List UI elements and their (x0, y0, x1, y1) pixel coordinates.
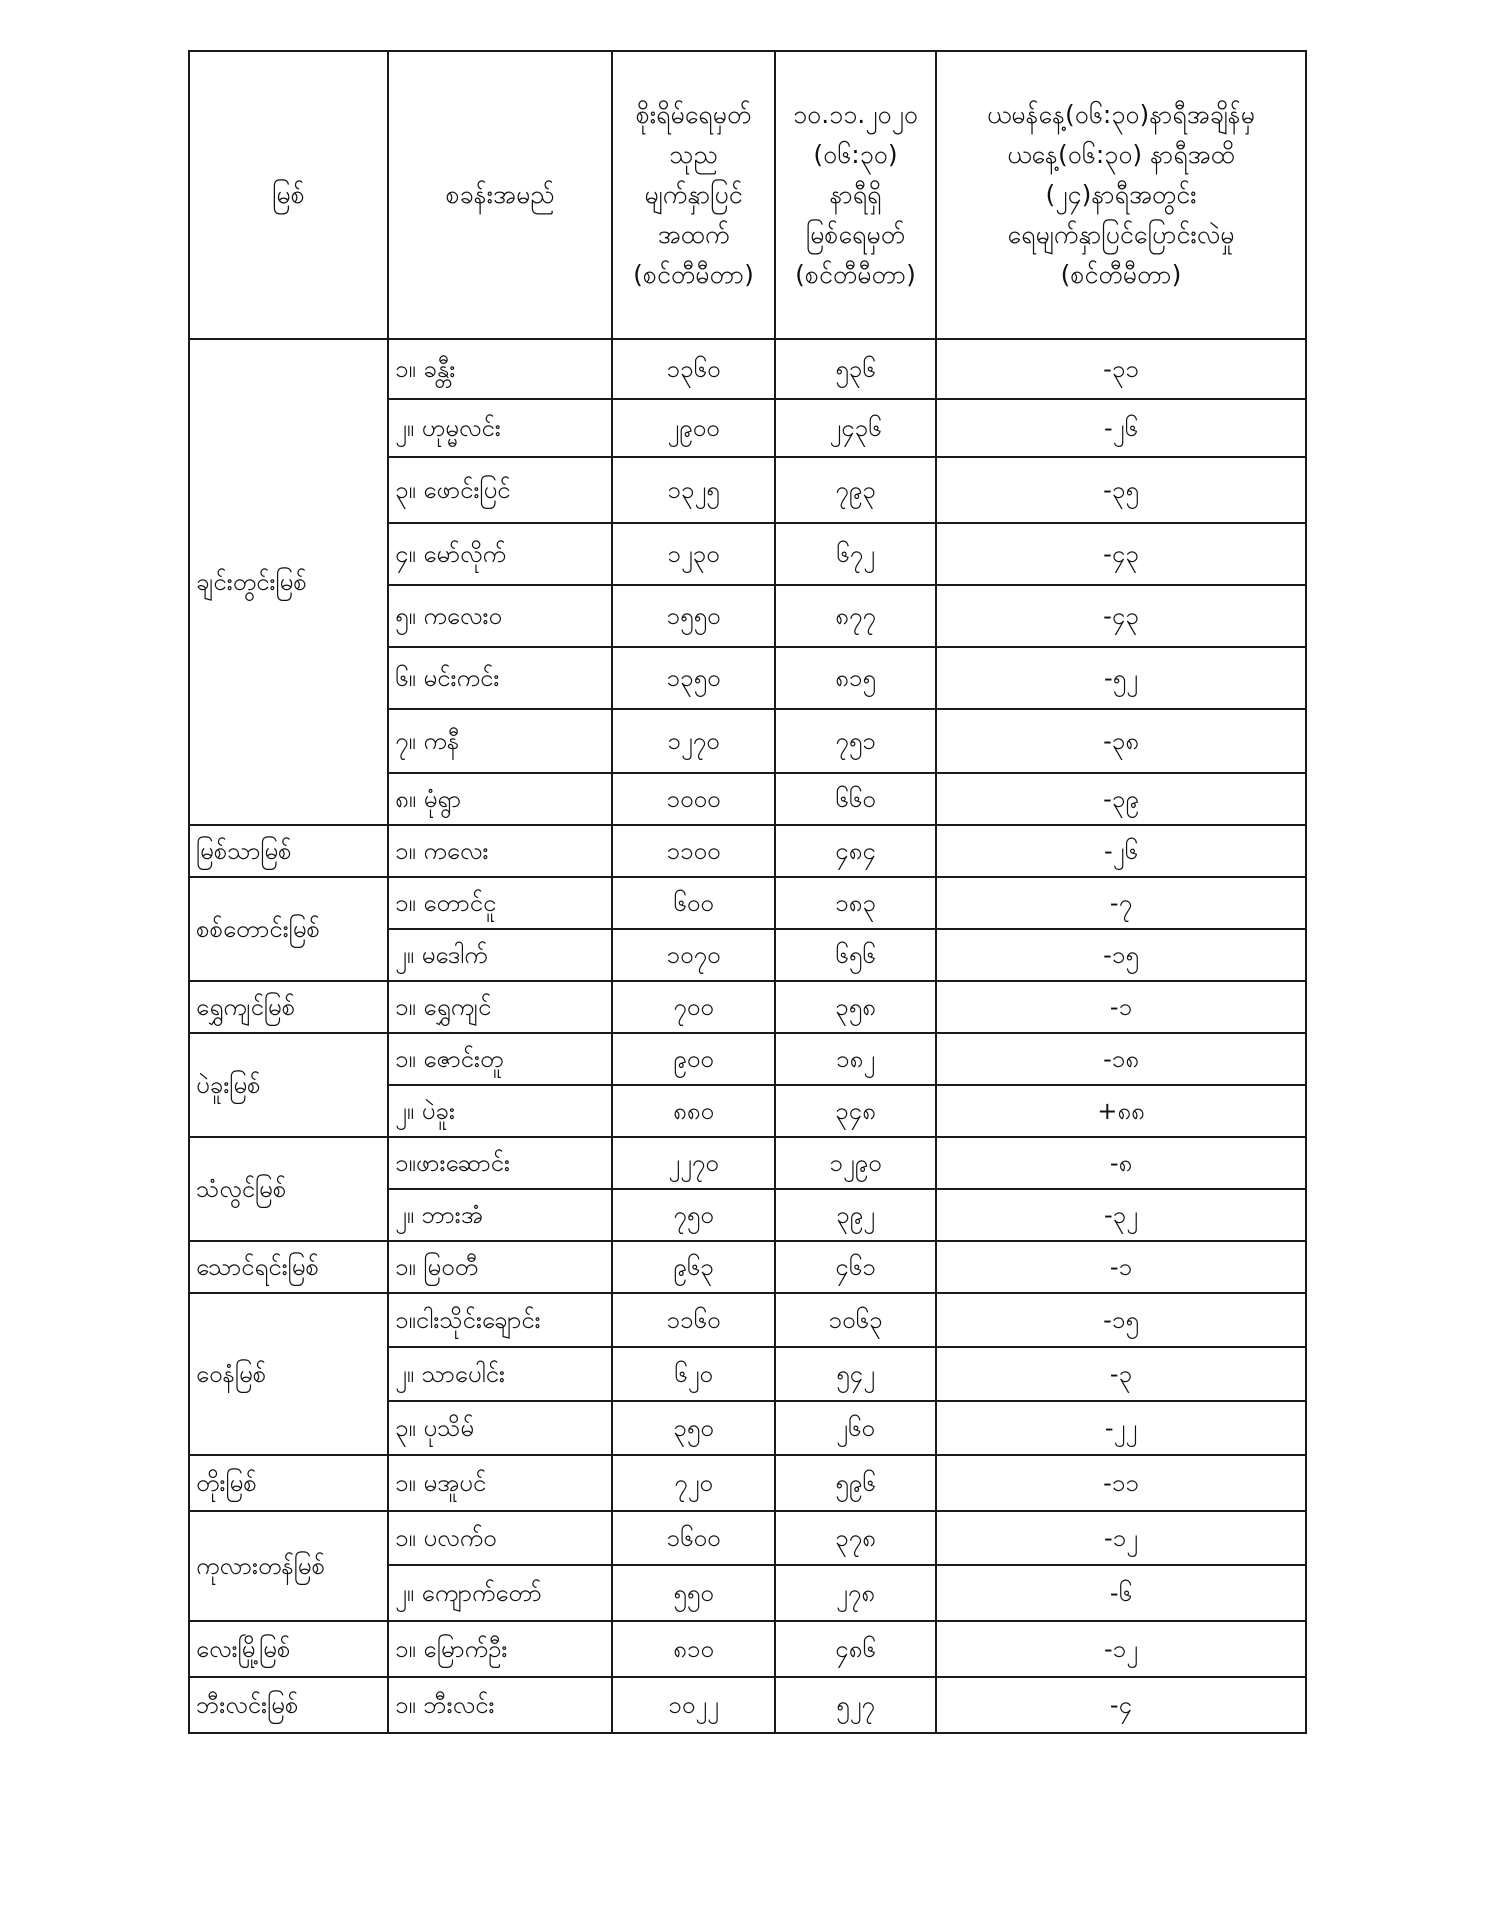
river-name-cell: စစ်တောင်းမြစ် (189, 877, 388, 981)
table-row (189, 1677, 1306, 1733)
danger-level-cell: ၆၀၀ (612, 877, 775, 929)
table-row (189, 1293, 1306, 1347)
level-change-cell: -၈ (936, 1137, 1306, 1189)
danger-level-cell: ၁၁၀၀ (612, 825, 775, 877)
danger-level-cell: ၂၂၇၀ (612, 1137, 775, 1189)
level-change-cell: -၁၁ (936, 1455, 1306, 1511)
station-name-cell: ၂။ သာပေါင်း (388, 1347, 612, 1401)
danger-level-cell: ၇၂၀ (612, 1455, 775, 1511)
danger-level-cell: ၁၁၆၀ (612, 1293, 775, 1347)
water-level-cell: ၈၁၅ (775, 647, 936, 709)
station-name-cell: ၆။ မင်းကင်း (388, 647, 612, 709)
water-level-cell: ၈၇၇ (775, 585, 936, 647)
river-name-cell: မြစ်သာမြစ် (189, 825, 388, 877)
danger-level-cell: ၉၀၀ (612, 1033, 775, 1085)
station-name-cell: ၁။ မအူပင် (388, 1455, 612, 1511)
header-danger-level: စိုးရိမ်ရေမှတ် သုည မျက်နှာပြင် အထက် (စင်တီမီတာ) (612, 51, 775, 339)
table-row (189, 339, 1306, 399)
level-change-cell: -၃၉ (936, 773, 1306, 825)
level-change-cell: -၁၈ (936, 1033, 1306, 1085)
water-level-cell: ၂၄၃၆ (775, 399, 936, 457)
table-row (189, 981, 1306, 1033)
river-name-cell: ကုလားတန်မြစ် (189, 1511, 388, 1621)
station-name-cell: ၁။ ဘီးလင်း (388, 1677, 612, 1733)
station-name-cell: ၈။ မုံရွာ (388, 773, 612, 825)
danger-level-cell: ၁၅၅၀ (612, 585, 775, 647)
table-body (189, 339, 1306, 1733)
level-change-cell: -၂၆ (936, 825, 1306, 877)
header-water-level: ၁၀.၁၁.၂၀၂၀ (၀၆:၃၀) နာရီရှိ မြစ်ရေမှတ် (စင်တီမီတာ) (775, 51, 936, 339)
river-name-cell: ဘီးလင်းမြစ် (189, 1677, 388, 1733)
danger-level-cell: ၁၂၃၀ (612, 523, 775, 585)
table-row (189, 1511, 1306, 1565)
water-level-cell: ၅၄၂ (775, 1347, 936, 1401)
danger-level-cell: ၁၆၀၀ (612, 1511, 775, 1565)
table-row (189, 1241, 1306, 1293)
water-level-cell: ၅၃၆ (775, 339, 936, 399)
header-row (189, 51, 1306, 339)
danger-level-cell: ၁၀၀၀ (612, 773, 775, 825)
table-row (189, 1621, 1306, 1677)
danger-level-cell: ၁၂၇၀ (612, 709, 775, 773)
level-change-cell: -၄ (936, 1677, 1306, 1733)
station-name-cell: ၁။ ပလက်ဝ (388, 1511, 612, 1565)
water-level-cell: ၁၂၉၀ (775, 1137, 936, 1189)
level-change-cell: -၁၂ (936, 1511, 1306, 1565)
water-level-cell: ၂၇၈ (775, 1565, 936, 1621)
station-name-cell: ၂။ ပဲခူး (388, 1085, 612, 1137)
level-change-cell: -၁ (936, 981, 1306, 1033)
station-name-cell: ၁။ ကလေး (388, 825, 612, 877)
water-level-cell: ၁၈၂ (775, 1033, 936, 1085)
station-name-cell: ၁။ တောင်ငူ (388, 877, 612, 929)
water-level-cell: ၁၈၃ (775, 877, 936, 929)
level-change-cell: +၈၈ (936, 1085, 1306, 1137)
level-change-cell: -၇ (936, 877, 1306, 929)
river-name-cell: ချင်းတွင်းမြစ် (189, 339, 388, 825)
station-name-cell: ၁။ ခန္တီး (388, 339, 612, 399)
level-change-cell: -၁၅ (936, 1293, 1306, 1347)
danger-level-cell: ၇၅၀ (612, 1189, 775, 1241)
level-change-cell: -၂၆ (936, 399, 1306, 457)
water-level-cell: ၃၇၈ (775, 1511, 936, 1565)
table-row (189, 877, 1306, 929)
table-row (189, 1455, 1306, 1511)
station-name-cell: ၂။ ဘားအံ (388, 1189, 612, 1241)
danger-level-cell: ၁၃၅၀ (612, 647, 775, 709)
danger-level-cell: ၁၀၇၀ (612, 929, 775, 981)
station-name-cell: ၁။ မြဝတီ (388, 1241, 612, 1293)
water-level-cell: ၄၈၄ (775, 825, 936, 877)
level-change-cell: -၃၈ (936, 709, 1306, 773)
level-change-cell: -၄၃ (936, 585, 1306, 647)
station-name-cell: ၃။ ပုသိမ် (388, 1401, 612, 1455)
water-level-cell: ၆၅၆ (775, 929, 936, 981)
water-level-cell: ၅၂၇ (775, 1677, 936, 1733)
water-level-cell: ၇၅၁ (775, 709, 936, 773)
water-level-cell: ၄၆၁ (775, 1241, 936, 1293)
water-level-cell: ၂၆၀ (775, 1401, 936, 1455)
water-level-cell: ၃၅၈ (775, 981, 936, 1033)
station-name-cell: ၂။ ဟုမ္မလင်း (388, 399, 612, 457)
danger-level-cell: ၉၆၃ (612, 1241, 775, 1293)
danger-level-cell: ၆၂၀ (612, 1347, 775, 1401)
river-name-cell: တိုးမြစ် (189, 1455, 388, 1511)
level-change-cell: -၄၃ (936, 523, 1306, 585)
danger-level-cell: ၂၉၀၀ (612, 399, 775, 457)
level-change-cell: -၃၁ (936, 339, 1306, 399)
station-name-cell: ၂။ မဒေါက် (388, 929, 612, 981)
station-name-cell: ၇။ ကနီ (388, 709, 612, 773)
water-level-cell: ၃၄၈ (775, 1085, 936, 1137)
water-level-cell: ၆၇၂ (775, 523, 936, 585)
header-level-change: ယမန်နေ့(၀၆:၃၀)နာရီအချိန်မှ ယနေ့(၀၆:၃၀) နာရီအထိ (၂၄)နာရီအတွင်း ရေမျက်နှာပြင်ပြောင်းလဲမှု (စင်တီမီတာ) (936, 51, 1306, 339)
level-change-cell: -၂၂ (936, 1401, 1306, 1455)
station-name-cell: ၃။ ဖောင်းပြင် (388, 457, 612, 523)
river-name-cell: သံလွင်မြစ် (189, 1137, 388, 1241)
water-level-cell: ၅၉၆ (775, 1455, 936, 1511)
water-level-cell: ၇၉၃ (775, 457, 936, 523)
station-name-cell: ၁။ မြောက်ဦး (388, 1621, 612, 1677)
danger-level-cell: ၁၃၆၀ (612, 339, 775, 399)
river-name-cell: လေးမြို့မြစ် (189, 1621, 388, 1677)
level-change-cell: -၁၂ (936, 1621, 1306, 1677)
station-name-cell: ၁။ ဇောင်းတူ (388, 1033, 612, 1085)
station-name-cell: ၁။ဖားဆောင်း (388, 1137, 612, 1189)
danger-level-cell: ၁၃၂၅ (612, 457, 775, 523)
station-name-cell: ၁။ ရွှေကျင် (388, 981, 612, 1033)
level-change-cell: -၃ (936, 1347, 1306, 1401)
water-level-cell: ၆၆၀ (775, 773, 936, 825)
level-change-cell: -၃၂ (936, 1189, 1306, 1241)
river-name-cell: ဝေနံမြစ် (189, 1293, 388, 1455)
header-river: မြစ် (189, 51, 388, 339)
danger-level-cell: ၈၈၀ (612, 1085, 775, 1137)
table-row (189, 1033, 1306, 1085)
level-change-cell: -၁ (936, 1241, 1306, 1293)
danger-level-cell: ၇၀၀ (612, 981, 775, 1033)
level-change-cell: -၃၅ (936, 457, 1306, 523)
danger-level-cell: ၃၅၀ (612, 1401, 775, 1455)
header-station: စခန်းအမည် (388, 51, 612, 339)
river-name-cell: သောင်ရင်းမြစ် (189, 1241, 388, 1293)
water-level-cell: ၄၈၆ (775, 1621, 936, 1677)
level-change-cell: -၅၂ (936, 647, 1306, 709)
river-name-cell: ပဲခူးမြစ် (189, 1033, 388, 1137)
danger-level-cell: ၁၀၂၂ (612, 1677, 775, 1733)
table-row (189, 825, 1306, 877)
table-row (189, 1137, 1306, 1189)
station-name-cell: ၅။ ကလေးဝ (388, 585, 612, 647)
danger-level-cell: ၈၁၀ (612, 1621, 775, 1677)
water-level-cell: ၁၀၆၃ (775, 1293, 936, 1347)
station-name-cell: ၄။ မော်လိုက် (388, 523, 612, 585)
river-name-cell: ရွှေကျင်မြစ် (189, 981, 388, 1033)
station-name-cell: ၁။ငါးသိုင်းချောင်း (388, 1293, 612, 1347)
water-level-cell: ၃၉၂ (775, 1189, 936, 1241)
level-change-cell: -၁၅ (936, 929, 1306, 981)
station-name-cell: ၂။ ကျောက်တော် (388, 1565, 612, 1621)
level-change-cell: -၆ (936, 1565, 1306, 1621)
river-level-table (188, 50, 1307, 1734)
danger-level-cell: ၅၅၀ (612, 1565, 775, 1621)
